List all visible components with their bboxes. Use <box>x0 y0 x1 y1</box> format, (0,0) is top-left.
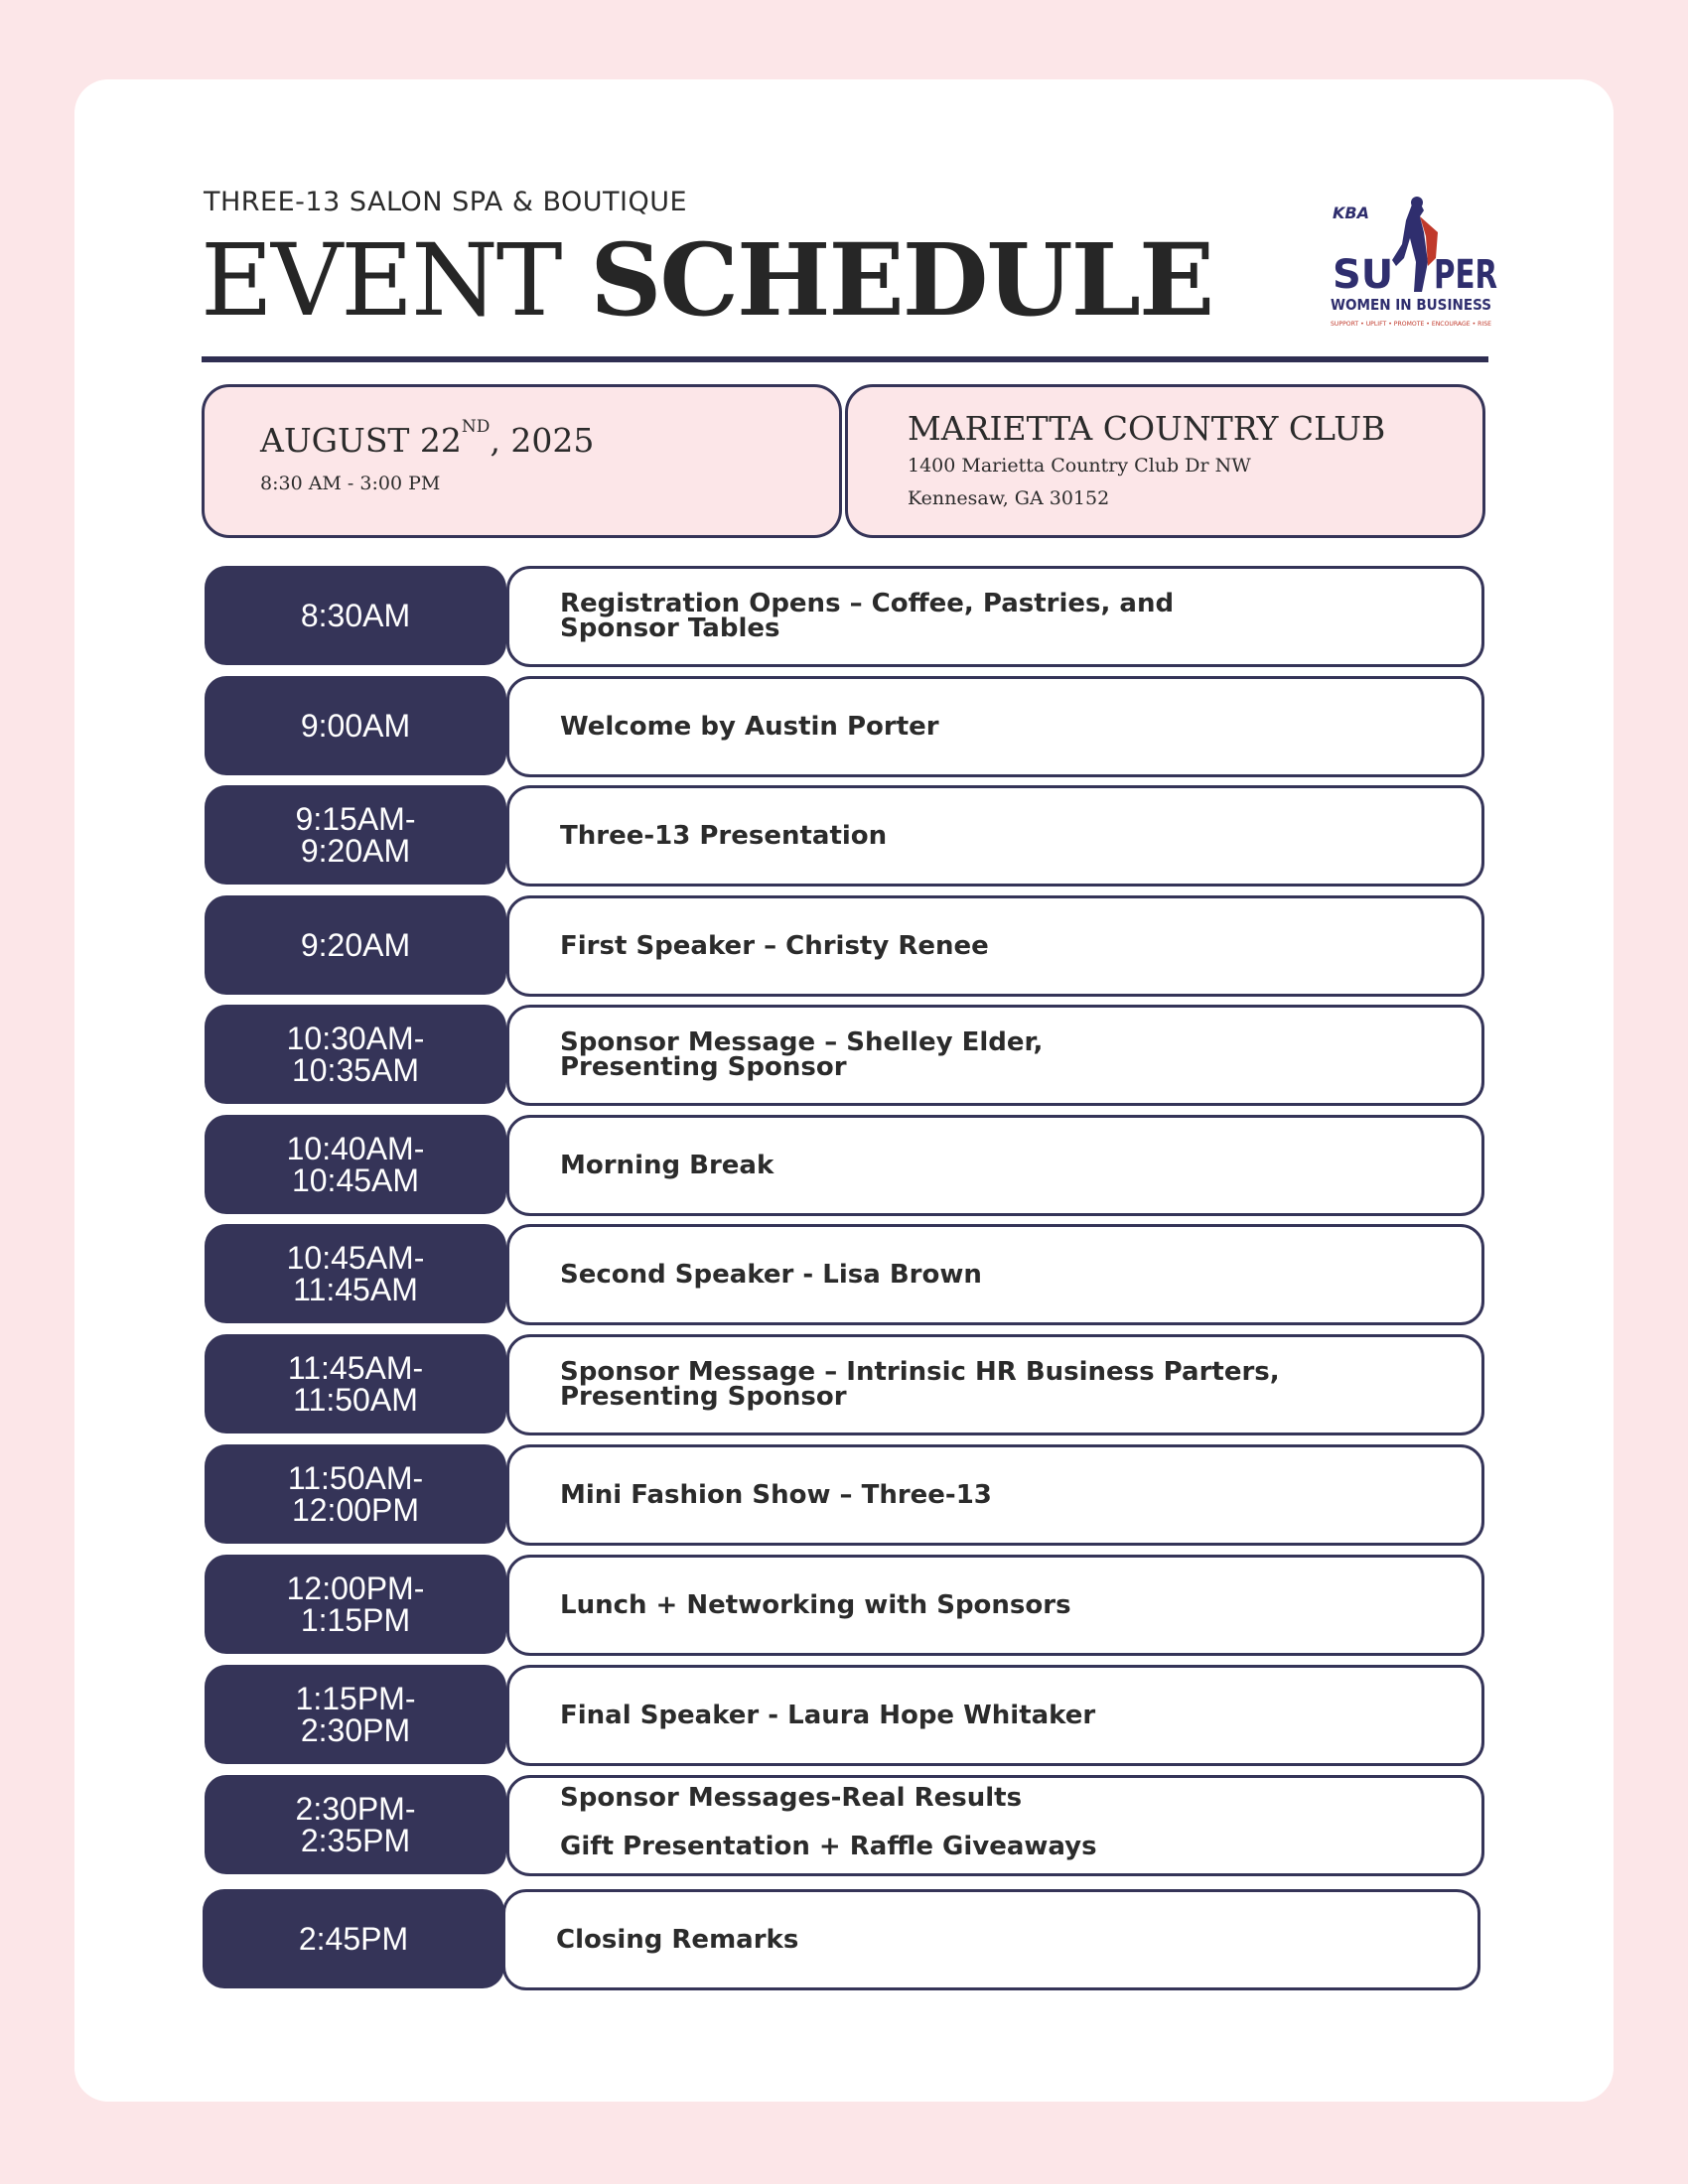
venue-address-line1: 1400 Marietta Country Club Dr NW <box>908 455 1251 477</box>
time-end: 12:00PM <box>291 1492 420 1528</box>
activity-line1: Registration Opens – Coffee, Pastries, and <box>560 589 1175 618</box>
schedule-row <box>0 1444 1688 1546</box>
schedule-row <box>0 566 1688 667</box>
time-end: 9:20AM <box>300 833 411 869</box>
activity-description <box>506 676 1484 777</box>
activity-line2: Presenting Sponsor <box>560 1052 847 1082</box>
time-slot <box>203 1889 504 1988</box>
superhero-figure-icon <box>1392 197 1438 292</box>
time-start: 9:00AM <box>300 708 411 744</box>
venue-name: MARIETTA COUNTRY CLUB <box>908 409 1386 448</box>
business-name: THREE-13 SALON SPA & BOUTIQUE <box>204 187 688 217</box>
activity-description <box>506 566 1484 667</box>
time-slot <box>205 676 506 775</box>
activity-line1: Welcome by Austin Porter <box>560 711 939 742</box>
time-start: 9:20AM <box>300 927 411 963</box>
venue-box <box>845 384 1485 538</box>
date-month-day: AUGUST 22 <box>260 421 462 460</box>
date-box <box>202 384 842 538</box>
activity-line1: Closing Remarks <box>556 1924 799 1955</box>
time-end: 11:45AM <box>293 1272 418 1307</box>
schedule-row <box>0 676 1688 777</box>
time-slot <box>205 1444 506 1544</box>
activity-line2: Sponsor Tables <box>560 614 780 643</box>
schedule-row <box>0 1665 1688 1766</box>
activity-description <box>506 1444 1484 1546</box>
time-end: 10:35AM <box>291 1052 420 1088</box>
time-start: 11:45AM- <box>287 1350 424 1386</box>
time-slot <box>205 566 506 665</box>
time-start: 2:30PM- <box>295 1791 416 1827</box>
activity-description <box>506 785 1484 887</box>
activity-line2: Presenting Sponsor <box>560 1382 847 1412</box>
activity-description <box>506 1334 1484 1435</box>
activity-description <box>506 1115 1484 1216</box>
activity-description <box>506 895 1484 997</box>
logo-tagline: WOMEN IN BUSINESS <box>1331 296 1491 314</box>
schedule-row <box>0 1334 1688 1435</box>
event-hours: 8:30 AM - 3:00 PM <box>260 473 441 494</box>
time-slot <box>205 1775 506 1874</box>
time-start: 2:45PM <box>298 1921 409 1957</box>
activity-line1: First Speaker – Christy Renee <box>560 930 989 961</box>
time-end: 1:15PM <box>300 1602 411 1638</box>
date-year: , 2025 <box>490 421 595 460</box>
time-end: 2:30PM <box>300 1712 411 1748</box>
time-slot <box>205 1005 506 1104</box>
logo-motto: SUPPORT • UPLIFT • PROMOTE • ENCOURAGE • RISE <box>1331 321 1492 328</box>
logo-word-part1: SU <box>1333 252 1394 298</box>
schedule-row <box>0 1005 1688 1106</box>
time-end: 2:35PM <box>300 1823 411 1858</box>
super-women-logo <box>1321 197 1497 334</box>
activity-line1: Mini Fashion Show – Three-13 <box>560 1479 992 1510</box>
schedule-row <box>0 1889 1688 1990</box>
schedule-row <box>0 1775 1688 1876</box>
time-start: 1:15PM- <box>295 1681 416 1716</box>
time-slot <box>205 1555 506 1654</box>
date-suffix: ND <box>461 417 491 437</box>
time-slot <box>205 1334 506 1433</box>
activity-line1: Sponsor Message – Shelley Elder, <box>560 1027 1044 1057</box>
activity-line1: Lunch + Networking with Sponsors <box>560 1589 1071 1620</box>
page-title <box>201 221 1213 339</box>
title-bold: SCHEDULE <box>590 221 1213 339</box>
time-slot <box>205 1115 506 1214</box>
schedule-row <box>0 895 1688 997</box>
activity-description <box>502 1889 1480 1990</box>
schedule-row <box>0 785 1688 887</box>
time-start: 10:40AM- <box>286 1131 425 1166</box>
time-start: 8:30AM <box>300 598 411 633</box>
activity-line1: Second Speaker - Lisa Brown <box>560 1259 982 1290</box>
venue-address-line2: Kennesaw, GA 30152 <box>908 487 1110 509</box>
time-start: 10:45AM- <box>286 1240 425 1276</box>
activity-description <box>506 1665 1484 1766</box>
time-slot <box>205 1224 506 1323</box>
activity-line2: Gift Presentation + Raffle Giveaways <box>560 1832 1097 1861</box>
schedule-row <box>0 1224 1688 1325</box>
title-light: EVENT <box>201 222 591 339</box>
event-date <box>260 417 595 460</box>
time-start: 11:50AM- <box>287 1460 424 1496</box>
activity-description <box>506 1775 1484 1876</box>
activity-description <box>506 1005 1484 1106</box>
time-start: 9:15AM- <box>295 801 416 837</box>
activity-description <box>506 1555 1484 1656</box>
header-divider <box>202 356 1488 362</box>
time-slot <box>205 1665 506 1764</box>
activity-line1: Three-13 Presentation <box>560 820 888 851</box>
activity-line1: Morning Break <box>560 1150 774 1180</box>
time-start: 10:30AM- <box>286 1021 425 1056</box>
logo-word-part2: PER <box>1434 252 1497 298</box>
time-slot <box>205 785 506 885</box>
time-slot <box>205 895 506 995</box>
time-start: 12:00PM- <box>286 1570 425 1606</box>
schedule-row <box>0 1115 1688 1216</box>
activity-description <box>506 1224 1484 1325</box>
logo-org-tag: KBA <box>1333 204 1369 222</box>
time-end: 11:50AM <box>293 1382 418 1418</box>
time-end: 10:45AM <box>291 1162 420 1198</box>
activity-line1: Sponsor Message – Intrinsic HR Business Parters, <box>560 1357 1280 1387</box>
activity-line1: Final Speaker - Laura Hope Whitaker <box>560 1700 1096 1730</box>
activity-line1: Sponsor Messages-Real Results <box>560 1783 1023 1813</box>
schedule-row <box>0 1555 1688 1656</box>
